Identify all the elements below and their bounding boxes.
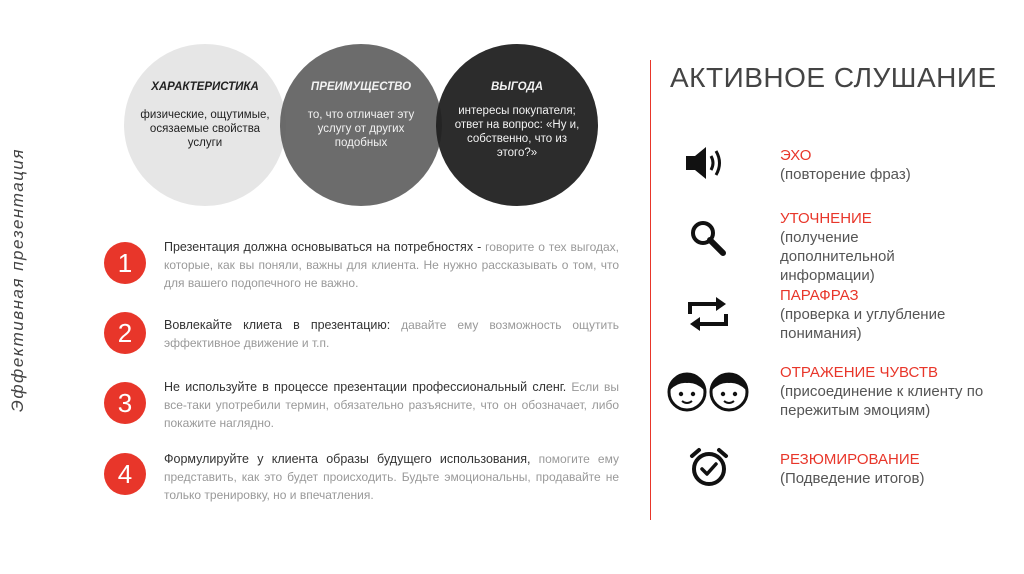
repeat-arrows-icon — [686, 294, 730, 334]
right-title: АКТИВНОЕ СЛУШАНИЕ — [670, 62, 997, 93]
technique-title: ОТРАЖЕНИЕ ЧУВСТВ — [780, 364, 939, 381]
alarm-clock-check-icon — [688, 446, 730, 488]
technique-desc: (повторение фраз) — [780, 166, 911, 183]
item-rest: Если вы все-таки употребили термин, обязательно разъясните, что он обозначает, либо покажите наглядно. — [164, 380, 619, 430]
item-number: 3 — [104, 382, 146, 424]
magnifier-icon — [688, 218, 728, 258]
technique-title: РЕЗЮМИРОВАНИЕ — [780, 451, 920, 468]
circle-body: то, что отличает эту услугу от других подобных — [307, 109, 415, 149]
circle-body: физические, ощутимые, осязаемые свойства услуги — [140, 109, 270, 149]
circle-body: интересы покупателя; ответ на вопрос: «Ну и, собственно, что из этого?» — [454, 105, 580, 159]
circle-advantage — [280, 44, 442, 206]
technique-clarification — [780, 209, 930, 285]
item-rest: говорите о тех выгодах, которые, как вы поняли, важны для клиента. Не нужно рассказывать о том, что для вашего подопечного не важно. — [164, 240, 619, 290]
item-number: 4 — [104, 453, 146, 495]
item-rest: помогите ему представить, как это будет происходить. Будьте эмоциональны, продавайте не только тренировку, но и впечатления. — [164, 452, 619, 502]
two-faces-icon — [666, 370, 752, 414]
item-lead: Формулируйте у клиента образы будущего использования, — [164, 452, 531, 466]
technique-title: УТОЧНЕНИЕ — [780, 210, 872, 227]
item-text — [164, 378, 619, 432]
technique-desc: (проверка и углубление понимания) — [780, 306, 946, 342]
item-lead: Не используйте в процессе презентации профессиональный сленг. — [164, 380, 567, 394]
item-number: 1 — [104, 242, 146, 284]
technique-echo — [780, 146, 1020, 184]
technique-desc: (получение дополнительной информации) — [780, 229, 895, 284]
item-text — [164, 238, 619, 292]
item-lead: Вовлекайте клиета в презентацию: — [164, 318, 391, 332]
circle-title: ВЫГОДА — [490, 81, 544, 93]
circle-title: ПРЕИМУЩЕСТВО — [310, 81, 412, 93]
technique-feelings — [780, 363, 1000, 420]
divider — [650, 60, 651, 520]
item-number: 2 — [104, 312, 146, 354]
item-rest: давайте ему возможность ощутить эффективное движение и т.п. — [164, 318, 620, 350]
technique-title: ПАРАФРАЗ — [780, 287, 859, 304]
technique-paraphrase — [780, 286, 980, 343]
circle-characteristic — [124, 44, 286, 206]
technique-desc: (Подведение итогов) — [780, 470, 925, 487]
technique-title: ЭХО — [780, 147, 812, 164]
item-lead: Презентация должна основываться на потребностях - — [164, 240, 482, 254]
technique-summary — [780, 450, 1020, 488]
speaker-icon — [684, 143, 728, 183]
circle-benefit — [436, 44, 598, 206]
technique-desc: (присоединение к клиенту по пережитым эмоциям) — [780, 383, 984, 419]
circle-title: ХАРАКТЕРИСТИКА — [151, 81, 259, 93]
side-title-text: Эффективная презентация — [8, 148, 27, 412]
item-text — [164, 450, 619, 504]
item-text — [164, 316, 619, 352]
side-title — [0, 120, 36, 440]
